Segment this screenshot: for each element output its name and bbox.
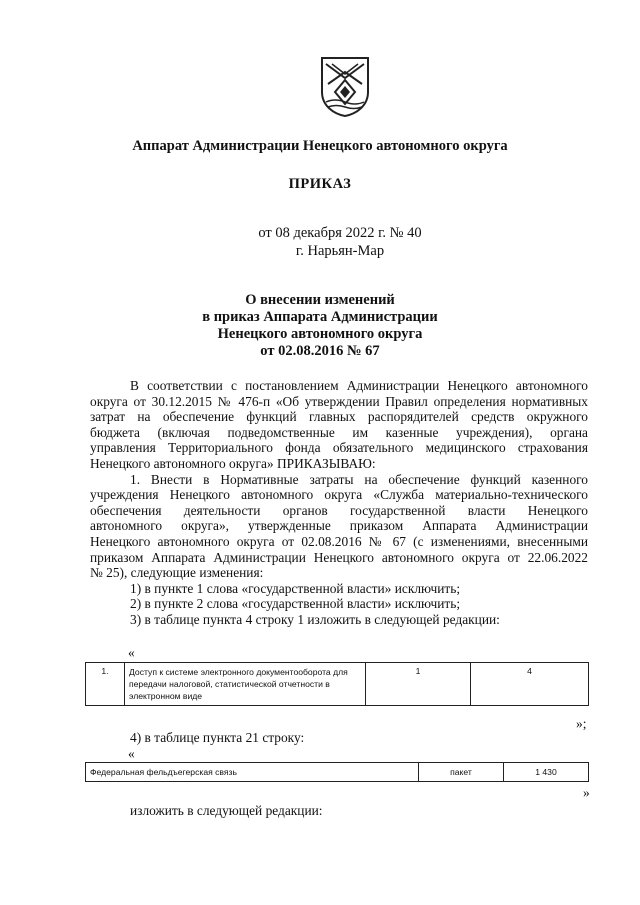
text-line: Ненецкого автономного округа от 02.08.2016 № 67 (с изменениями, внесенными: [90, 533, 588, 549]
title-line: от 02.08.2016 № 67: [260, 343, 380, 359]
item-4: [90, 730, 588, 746]
row-description: Федеральная фельдъегерская связь: [86, 763, 419, 782]
close-quote: »: [583, 785, 590, 800]
title-line: в приказ Аппарата Администрации: [202, 309, 438, 325]
text-line: учреждения Ненецкого автономного округа «Служба материально-технического: [90, 487, 588, 503]
document-title: [0, 292, 640, 360]
text-line: изложить в следующей редакции:: [130, 803, 323, 818]
text-line: 1. Внести в Нормативные затраты на обеспечение функций казенного: [130, 471, 588, 487]
original-table: [85, 762, 589, 782]
document-date: от 08 декабря 2022 г. № 40: [258, 225, 422, 241]
organization-name: Аппарат Администрации Ненецкого автономного округа: [132, 138, 508, 154]
text-line: округа от 30.12.2015 № 476-п «Об утверждении Правил определения нормативных: [90, 393, 588, 409]
title-line: О внесении изменений: [245, 292, 395, 308]
open-quote: «: [128, 645, 135, 660]
text-line: приказом Аппарата Администрации Ненецкого автономного округа от 22.06.2022: [90, 549, 588, 565]
list-item: 2) в пункте 2 слова «государственной власти» исключить;: [130, 596, 461, 612]
text-line: автономного округа», утвержденные приказом Аппарата Администрации: [90, 518, 588, 534]
text-line: обеспечения деятельности органов государственной власти Ненецкого: [90, 502, 588, 518]
text-line: затрат на обеспечение функций главных распорядителей средств окружного: [90, 409, 588, 425]
table-row: [86, 763, 589, 782]
row-number: 1.: [86, 663, 125, 706]
preamble-paragraph: [90, 378, 588, 628]
closing-line: [90, 803, 588, 819]
text-line: В соответствии с постановлением Администрации Ненецкого автономного: [130, 378, 588, 393]
row-value: 4: [471, 663, 589, 706]
row-description: Доступ к системе электронного документооборота для передачи налоговой, статистической отчетности в электронном виде: [125, 663, 366, 706]
table-row: [86, 663, 589, 706]
document-type: ПРИКАЗ: [288, 176, 352, 192]
row-unit: пакет: [419, 763, 504, 782]
text-line: № 25), следующие изменения:: [90, 565, 264, 581]
row-value: 1 430: [504, 763, 589, 782]
close-quote: »;: [576, 716, 587, 731]
text-line: Ненецкого автономного округа» ПРИКАЗЫВАЮ:: [90, 455, 376, 471]
text-line: управления Территориального фонда обязательного медицинского страхования: [90, 440, 588, 456]
coat-of-arms-icon: [318, 54, 372, 118]
row-quantity: 1: [366, 663, 471, 706]
open-quote: «: [128, 746, 135, 761]
list-item: 3) в таблице пункта 4 строку 1 изложить в следующей редакции:: [130, 611, 500, 627]
text-line: бюджета (включая подведомственные им казенные учреждения), органа: [90, 424, 588, 440]
title-line: Ненецкого автономного округа: [217, 326, 423, 342]
document-city: г. Нарьян-Мар: [295, 243, 385, 259]
replacement-table: [85, 662, 589, 706]
list-item: 4) в таблице пункта 21 строку:: [130, 730, 305, 745]
list-item: 1) в пункте 1 слова «государственной власти» исключить;: [130, 580, 461, 596]
